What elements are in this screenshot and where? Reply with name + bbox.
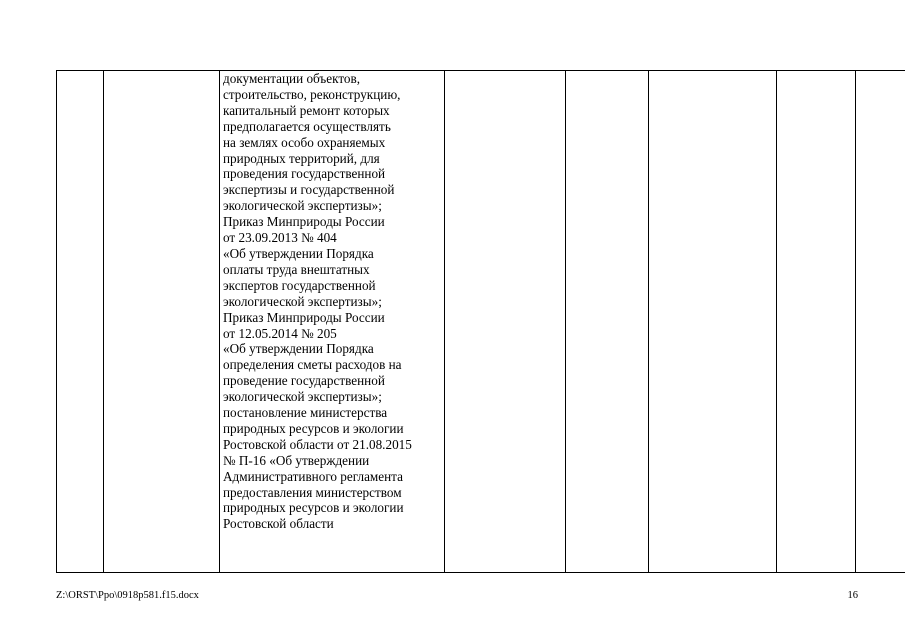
text-line: проведения государственной bbox=[223, 166, 386, 182]
text-line: природных ресурсов и экологии bbox=[223, 420, 404, 436]
table-cell-4 bbox=[445, 71, 566, 573]
text-line: Ростовской области от 21.08.2015 bbox=[223, 436, 412, 452]
text-line: экспертизы и государственной bbox=[223, 182, 395, 198]
text-line: предоставления министерством bbox=[223, 484, 402, 500]
text-line: «Об утверждении Порядка bbox=[223, 341, 374, 357]
page-number: 16 bbox=[847, 590, 858, 601]
text-line: Административного регламента bbox=[223, 468, 403, 484]
text-line: оплаты труда внештатных bbox=[223, 261, 370, 277]
footer-file-path: Z:\ORST\Ppo\0918p581.f15.docx bbox=[56, 590, 199, 601]
table-cell-3 bbox=[220, 71, 445, 573]
text-line: Приказ Минприроды России bbox=[223, 214, 385, 230]
text-line: от 12.05.2014 № 205 bbox=[223, 325, 337, 341]
table-cell-6 bbox=[649, 71, 777, 573]
legal-references-text bbox=[220, 71, 444, 532]
text-line: экологической экспертизы»; bbox=[223, 389, 382, 405]
text-line: «Об утверждении Порядка bbox=[223, 245, 374, 261]
table-row bbox=[57, 71, 905, 573]
text-line: предполагается осуществлять bbox=[223, 118, 391, 134]
text-line: строительство, реконструкцию, bbox=[223, 86, 401, 102]
text-line: определения сметы расходов на bbox=[223, 357, 402, 373]
table-cell-7 bbox=[777, 71, 856, 573]
text-line: № П-16 «Об утверждении bbox=[223, 452, 370, 468]
text-line: экологической экспертизы»; bbox=[223, 198, 382, 214]
text-line: природных территорий, для bbox=[223, 150, 380, 166]
text-line: проведение государственной bbox=[223, 373, 385, 389]
document-table bbox=[56, 70, 905, 573]
text-line: на землях особо охраняемых bbox=[223, 134, 386, 150]
text-line: экологической экспертизы»; bbox=[223, 293, 382, 309]
table-cell-1 bbox=[57, 71, 104, 573]
text-line: экспертов государственной bbox=[223, 277, 376, 293]
text-line: документации объектов, bbox=[223, 71, 361, 86]
text-line: Ростовской области bbox=[223, 516, 334, 532]
text-line: капитальный ремонт которых bbox=[223, 102, 390, 118]
text-line: природных ресурсов и экологии bbox=[223, 500, 404, 516]
table-cell-5 bbox=[566, 71, 649, 573]
table-cell-8 bbox=[856, 71, 905, 573]
text-line: от 23.09.2013 № 404 bbox=[223, 230, 337, 246]
text-line: постановление министерства bbox=[223, 405, 388, 421]
table-cell-2 bbox=[104, 71, 220, 573]
text-line: Приказ Минприроды России bbox=[223, 309, 385, 325]
